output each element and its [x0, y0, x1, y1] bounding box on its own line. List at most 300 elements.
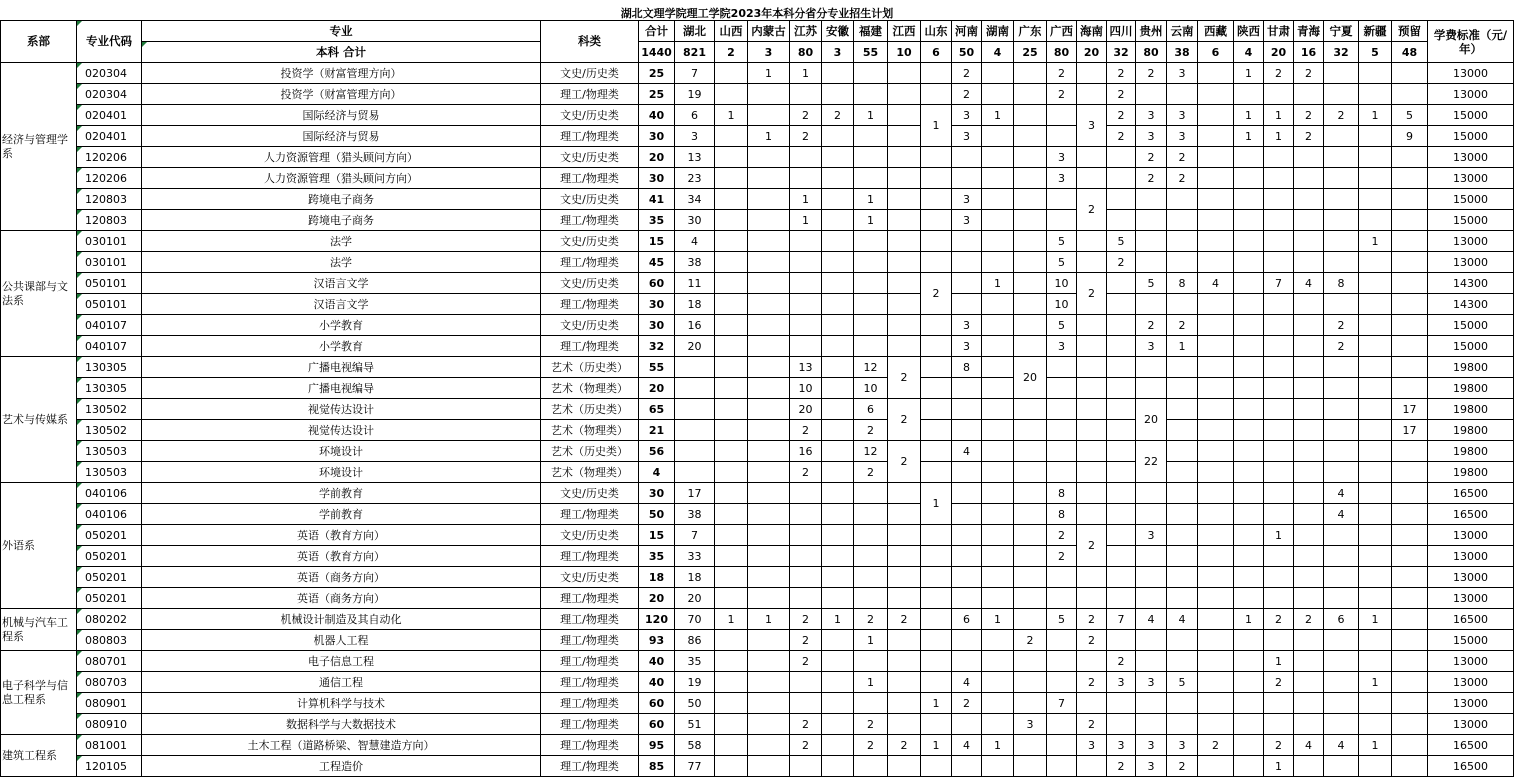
province-value [921, 189, 952, 210]
province-value [1234, 672, 1264, 693]
table-row [1, 294, 1514, 315]
tuition-fee: 15000 [1428, 336, 1514, 357]
province-value [1294, 147, 1324, 168]
total-province-value: 821 [675, 42, 715, 63]
province-value: 16 [675, 315, 715, 336]
tuition-fee: 15000 [1428, 189, 1514, 210]
province-value [715, 651, 748, 672]
major-code: 020401 [77, 105, 142, 126]
row-sum: 15 [639, 525, 675, 546]
province-value [1324, 693, 1359, 714]
major-name: 数据科学与大数据技术 [142, 714, 541, 735]
province-value [982, 357, 1014, 378]
province-value: 2 [1107, 651, 1136, 672]
province-value [1294, 294, 1324, 315]
province-value [1234, 441, 1264, 462]
province-value [952, 252, 982, 273]
row-sum: 18 [639, 567, 675, 588]
province-value [1392, 378, 1428, 399]
province-value: 6 [952, 609, 982, 630]
province-value [888, 126, 921, 147]
province-value [1294, 357, 1324, 378]
province-value [1234, 567, 1264, 588]
province-value: 1 [1234, 126, 1264, 147]
province-value: 2 [1167, 315, 1198, 336]
province-value [952, 147, 982, 168]
province-value [1077, 756, 1107, 777]
province-value [1392, 693, 1428, 714]
province-value [1359, 315, 1392, 336]
province-value [1264, 462, 1294, 483]
province-value [822, 168, 854, 189]
province-value [1014, 588, 1047, 609]
province-value: 1 [1234, 609, 1264, 630]
province-value: 38 [675, 252, 715, 273]
province-value [675, 357, 715, 378]
major-category: 文史/历史类 [541, 483, 639, 504]
province-value: 8 [1047, 504, 1077, 525]
table-row [1, 378, 1514, 399]
total-province-value: 80 [790, 42, 822, 63]
row-sum: 55 [639, 357, 675, 378]
row-sum: 15 [639, 231, 675, 252]
tuition-fee: 16500 [1428, 504, 1514, 525]
province-value [952, 378, 982, 399]
province-value [1359, 420, 1392, 441]
province-value [1359, 630, 1392, 651]
province-value [888, 273, 921, 294]
province-value [1198, 336, 1234, 357]
province-value: 1 [854, 672, 888, 693]
table-row [1, 672, 1514, 693]
tuition-fee: 13000 [1428, 651, 1514, 672]
province-value: 1 [715, 609, 748, 630]
tuition-fee: 15000 [1428, 210, 1514, 231]
major-code: 130305 [77, 357, 142, 378]
province-value [1294, 714, 1324, 735]
merged-province-value: 2 [1077, 273, 1107, 315]
major-code: 080202 [77, 609, 142, 630]
province-value [1107, 630, 1136, 651]
province-value [982, 441, 1014, 462]
province-value [1077, 147, 1107, 168]
province-value [790, 84, 822, 105]
province-value: 38 [675, 504, 715, 525]
tuition-fee: 15000 [1428, 315, 1514, 336]
province-value [1392, 630, 1428, 651]
province-value: 13 [675, 147, 715, 168]
table-row [1, 483, 1514, 504]
row-sum: 85 [639, 756, 675, 777]
province-value [1014, 252, 1047, 273]
province-value [1392, 504, 1428, 525]
province-value [1234, 588, 1264, 609]
total-sum: 1440 [639, 42, 675, 63]
province-value: 17 [1392, 399, 1428, 420]
province-value [715, 126, 748, 147]
province-value: 8 [952, 357, 982, 378]
province-value: 3 [1107, 735, 1136, 756]
province-value: 7 [1264, 273, 1294, 294]
province-value [1359, 378, 1392, 399]
sheet-title: 湖北文理学院理工学院2023年本科分省分专业招生计划 [1, 7, 1514, 21]
table-row [1, 462, 1514, 483]
province-value [1107, 357, 1136, 378]
province-value [1047, 189, 1077, 210]
province-value [1359, 294, 1392, 315]
merged-province-value: 2 [1077, 525, 1107, 567]
province-value [1167, 630, 1198, 651]
province-value [748, 231, 790, 252]
province-value [748, 588, 790, 609]
province-value [1167, 252, 1198, 273]
province-value [1167, 399, 1198, 420]
province-value [952, 483, 982, 504]
province-value [1294, 567, 1324, 588]
title-row [1, 7, 1514, 21]
province-value [1136, 483, 1167, 504]
major-code: 020304 [77, 63, 142, 84]
province-value [1264, 399, 1294, 420]
major-code: 040107 [77, 315, 142, 336]
province-value [1107, 441, 1136, 462]
province-value: 2 [854, 609, 888, 630]
major-code: 020401 [77, 126, 142, 147]
major-code: 130502 [77, 399, 142, 420]
province-value [1136, 357, 1167, 378]
province-value [1047, 651, 1077, 672]
province-value [921, 378, 952, 399]
province-value [982, 420, 1014, 441]
province-value [1107, 336, 1136, 357]
province-value [1198, 378, 1234, 399]
province-value [1107, 399, 1136, 420]
province-value [1107, 210, 1136, 231]
province-value [822, 630, 854, 651]
province-value [790, 525, 822, 546]
province-value [1077, 651, 1107, 672]
province-value [822, 231, 854, 252]
province-value [1198, 504, 1234, 525]
province-value [1014, 168, 1047, 189]
province-value [921, 63, 952, 84]
province-value [1294, 588, 1324, 609]
province-value [1047, 210, 1077, 231]
header-province: 江苏 [790, 21, 822, 42]
province-value [1077, 357, 1107, 378]
table-row [1, 630, 1514, 651]
province-value [921, 651, 952, 672]
province-value [1324, 525, 1359, 546]
province-value [921, 420, 952, 441]
merged-province-value: 1 [921, 105, 952, 147]
major-name: 国际经济与贸易 [142, 105, 541, 126]
province-value [1359, 147, 1392, 168]
province-value [952, 525, 982, 546]
row-sum: 60 [639, 693, 675, 714]
province-value [1234, 189, 1264, 210]
province-value: 3 [1136, 756, 1167, 777]
province-value [952, 504, 982, 525]
province-value: 3 [1136, 672, 1167, 693]
province-value [1198, 399, 1234, 420]
province-value [748, 84, 790, 105]
province-value [1167, 651, 1198, 672]
row-sum: 40 [639, 672, 675, 693]
province-value [854, 483, 888, 504]
province-value [715, 462, 748, 483]
header-sum: 合计 [639, 21, 675, 42]
province-value [1107, 462, 1136, 483]
province-value: 1 [748, 126, 790, 147]
province-value [888, 504, 921, 525]
header-fee: 学费标准（元/年） [1428, 21, 1514, 63]
major-code: 020304 [77, 84, 142, 105]
province-value [1047, 588, 1077, 609]
province-value [1324, 630, 1359, 651]
province-value [748, 567, 790, 588]
tuition-fee: 13000 [1428, 147, 1514, 168]
row-sum: 25 [639, 63, 675, 84]
province-value: 2 [1264, 672, 1294, 693]
province-value [748, 525, 790, 546]
province-value [1107, 693, 1136, 714]
province-value [1014, 651, 1047, 672]
province-value [1392, 609, 1428, 630]
row-sum: 25 [639, 84, 675, 105]
province-value [822, 210, 854, 231]
province-value [1167, 357, 1198, 378]
province-value: 2 [1294, 609, 1324, 630]
row-sum: 60 [639, 273, 675, 294]
province-value: 2 [1167, 168, 1198, 189]
province-value: 34 [675, 189, 715, 210]
province-value [1014, 735, 1047, 756]
table-row [1, 168, 1514, 189]
province-value [1324, 357, 1359, 378]
province-value [748, 420, 790, 441]
major-code: 120206 [77, 168, 142, 189]
province-value [1136, 567, 1167, 588]
province-value [1324, 294, 1359, 315]
major-category: 理工/物理类 [541, 294, 639, 315]
province-value: 1 [1264, 525, 1294, 546]
province-value [1264, 420, 1294, 441]
province-value [888, 588, 921, 609]
province-value: 3 [1167, 735, 1198, 756]
province-value [888, 567, 921, 588]
major-code: 130503 [77, 462, 142, 483]
major-category: 理工/物理类 [541, 735, 639, 756]
province-value [1077, 693, 1107, 714]
province-value [1107, 588, 1136, 609]
major-code: 120105 [77, 756, 142, 777]
province-value [1077, 588, 1107, 609]
row-sum: 45 [639, 252, 675, 273]
province-value: 2 [1264, 735, 1294, 756]
province-value: 12 [854, 357, 888, 378]
province-value [1167, 84, 1198, 105]
province-value: 1 [1359, 735, 1392, 756]
province-value [790, 693, 822, 714]
province-value [888, 63, 921, 84]
province-value [982, 84, 1014, 105]
province-value [1014, 567, 1047, 588]
table-row [1, 651, 1514, 672]
province-value [715, 630, 748, 651]
header-province: 山西 [715, 21, 748, 42]
major-category: 文史/历史类 [541, 147, 639, 168]
province-value [1047, 420, 1077, 441]
province-value [1047, 378, 1077, 399]
header-province: 江西 [888, 21, 921, 42]
province-value [715, 420, 748, 441]
province-value [1234, 252, 1264, 273]
enrollment-table [0, 7, 1514, 777]
major-category: 理工/物理类 [541, 546, 639, 567]
province-value [1107, 714, 1136, 735]
province-value [1198, 693, 1234, 714]
table-row [1, 735, 1514, 756]
province-value [1077, 462, 1107, 483]
province-value [1077, 441, 1107, 462]
province-value [822, 525, 854, 546]
province-value [675, 420, 715, 441]
province-value [1014, 84, 1047, 105]
province-value [1014, 462, 1047, 483]
major-name: 环境设计 [142, 462, 541, 483]
province-value [952, 714, 982, 735]
province-value: 58 [675, 735, 715, 756]
province-value [1198, 294, 1234, 315]
merged-province-value: 20 [1014, 357, 1047, 399]
province-value [982, 399, 1014, 420]
province-value [715, 483, 748, 504]
province-value [921, 630, 952, 651]
total-province-value: 32 [1107, 42, 1136, 63]
province-value [790, 294, 822, 315]
province-value [1264, 714, 1294, 735]
province-value [1014, 126, 1047, 147]
province-value [1392, 546, 1428, 567]
province-value: 5 [1392, 105, 1428, 126]
province-value [1264, 693, 1294, 714]
province-value [1198, 651, 1234, 672]
province-value [1294, 462, 1324, 483]
province-value [822, 651, 854, 672]
province-value: 1 [982, 735, 1014, 756]
province-value [822, 504, 854, 525]
department-name: 机械与汽车工程系 [1, 609, 77, 651]
province-value [921, 336, 952, 357]
province-value: 2 [854, 462, 888, 483]
province-value [1392, 441, 1428, 462]
major-category: 理工/物理类 [541, 588, 639, 609]
major-name: 计算机科学与技术 [142, 693, 541, 714]
province-value [982, 378, 1014, 399]
major-code: 130502 [77, 420, 142, 441]
province-value [1014, 441, 1047, 462]
tuition-fee: 13000 [1428, 63, 1514, 84]
province-value [854, 693, 888, 714]
province-value [1198, 168, 1234, 189]
province-value [1198, 714, 1234, 735]
province-value [1198, 357, 1234, 378]
province-value [1077, 336, 1107, 357]
province-value: 1 [790, 189, 822, 210]
province-value: 3 [1136, 105, 1167, 126]
province-value [1136, 588, 1167, 609]
province-value: 7 [675, 63, 715, 84]
major-code: 120206 [77, 147, 142, 168]
major-category: 艺术（物理类） [541, 420, 639, 441]
province-value [1047, 714, 1077, 735]
row-sum: 20 [639, 588, 675, 609]
province-value: 4 [1324, 483, 1359, 504]
total-province-value: 4 [1234, 42, 1264, 63]
major-name: 法学 [142, 252, 541, 273]
province-value [1047, 630, 1077, 651]
province-value: 2 [1264, 63, 1294, 84]
major-code: 081001 [77, 735, 142, 756]
major-code: 130503 [77, 441, 142, 462]
province-value [1107, 294, 1136, 315]
province-value [888, 756, 921, 777]
province-value [1047, 105, 1077, 126]
province-value [748, 504, 790, 525]
province-value [715, 63, 748, 84]
header-dept: 系部 [1, 21, 77, 63]
row-sum: 35 [639, 210, 675, 231]
province-value [854, 756, 888, 777]
province-value [1234, 420, 1264, 441]
province-value [1392, 252, 1428, 273]
province-value: 30 [675, 210, 715, 231]
major-name: 学前教育 [142, 483, 541, 504]
province-value [1294, 756, 1324, 777]
province-value [1234, 336, 1264, 357]
tuition-fee: 13000 [1428, 567, 1514, 588]
province-value [1392, 336, 1428, 357]
major-name: 投资学（财富管理方向） [142, 63, 541, 84]
row-sum: 40 [639, 105, 675, 126]
province-value: 3 [1047, 336, 1077, 357]
province-value [1324, 567, 1359, 588]
major-code: 040106 [77, 504, 142, 525]
province-value: 9 [1392, 126, 1428, 147]
province-value [982, 189, 1014, 210]
merged-province-value: 20 [1136, 399, 1167, 441]
province-value: 1 [854, 210, 888, 231]
province-value [1324, 252, 1359, 273]
province-value [1359, 84, 1392, 105]
province-value [921, 567, 952, 588]
province-value [822, 84, 854, 105]
row-sum: 60 [639, 714, 675, 735]
province-value [1264, 588, 1294, 609]
province-value [822, 63, 854, 84]
province-value [1359, 588, 1392, 609]
province-value: 1 [1264, 756, 1294, 777]
province-value [952, 168, 982, 189]
tuition-fee: 13000 [1428, 693, 1514, 714]
total-province-value: 20 [1264, 42, 1294, 63]
tuition-fee: 13000 [1428, 546, 1514, 567]
province-value [1324, 420, 1359, 441]
department-name: 经济与管理学系 [1, 63, 77, 231]
province-value [1234, 651, 1264, 672]
total-province-value: 55 [854, 42, 888, 63]
